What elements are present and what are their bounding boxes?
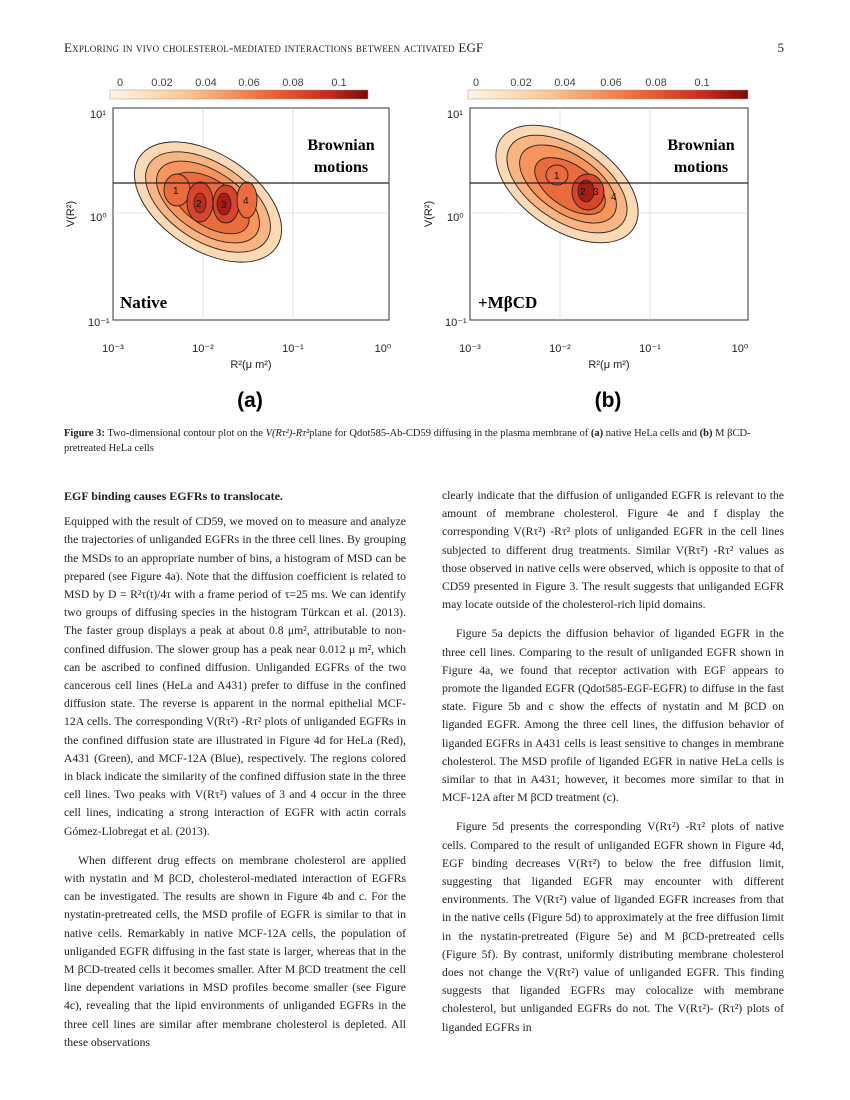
panel-b-letter: (b) xyxy=(594,389,622,412)
paragraph: Equipped with the result of CD59, we moved on to measure and analyze the trajectories of unliganded EGFRs in the three cell lines. By grouping the MSDs to an appropriate number of bins, a histogram of MSD can be prepared (see Figure 4a). Note that the diffusion coefficient is related to MSD by D = R²τ(t)/4τ with a frame period of τ=25 ms. We can identify two groups of diffusing species in the histogram Türkcan et al. (2013). The faster group displays a peak at about 0.8 μm², attributable to non-confined diffusion. The slower group has a peak near 0.012 μ m², which can be ascribed to confined diffusion. Unliganded EGFRs of the two cancerous cell lines (HeLa and A431) prefer to diffuse in the confined diffusion state. The reverse is apparent in the normal epithelial MCF-12A cells. The corresponding V(Rτ²) -Rτ² plots of unliganded EGFRs in the confined diffusion state are illustrated in Figure 4d for HeLa (Red), A431 (Green), and MCF-12A (Blue), respectively. The regions colored in black indicate the similarity of the confined diffusion state in the three cell lines. Two peaks with V(Rτ²) values of 3 and 4 occur in the three cell lines, indicating a strong interaction of EGFR with actin corrals Gómez-Llobregat et al. (2013). xyxy=(64,515,406,838)
caption-text: Two-dimensional contour plot on the xyxy=(104,428,266,439)
figure-caption xyxy=(64,426,784,456)
panel-a xyxy=(65,77,392,412)
cbar-tick: 0 xyxy=(116,77,124,89)
cbar-tick: 0.04 xyxy=(195,77,217,89)
cbar-tick: 0.06 xyxy=(238,77,260,89)
peak-label: 2 xyxy=(580,187,586,198)
x-axis-label: R²(μ m²) xyxy=(230,359,272,371)
x-tick: 10⁰ xyxy=(374,343,392,355)
left-column xyxy=(64,487,406,1063)
contour-figure xyxy=(60,72,790,452)
x-axis-label: R²(μ m²) xyxy=(588,359,630,371)
caption-text: M βCD-pretreated HeLa cells xyxy=(64,428,751,454)
caption-text: native HeLa cells and xyxy=(603,428,700,439)
figure-3 xyxy=(60,72,790,452)
cbar-tick: 0 xyxy=(472,77,480,89)
y-tick: 10⁻¹ xyxy=(445,317,467,329)
caption-text: plane for Qdot585-Ab-CD59 diffusing in the plasma membrane of xyxy=(309,428,591,439)
cbar-tick: 0.06 xyxy=(600,77,622,89)
x-tick: 10⁻¹ xyxy=(639,343,661,355)
running-title: Exploring in vivo cholesterol-mediated interactions between activated EGF xyxy=(64,40,484,55)
y-axis-label: V(R²) xyxy=(65,200,77,228)
brownian-label-1: Brownian xyxy=(667,137,735,154)
cbar-tick: 0.08 xyxy=(645,77,667,89)
x-tick: 10⁻¹ xyxy=(282,343,304,355)
peak-label: 1 xyxy=(554,171,560,182)
y-tick: 10⁰ xyxy=(447,212,464,224)
paragraph: When different drug effects on membrane cholesterol are applied with nystatin and M βCD, cholesterol-mediated interaction of EGFRs can be investigated. The results are shown in Figure 4b and c. For the nystatin-pretreated cells, the MSD profile of EGFR is similar to that in native cells. Remarkably in native MCF-12A cells, the population of unliganded EGFR diffusing in the fast state is larger, whereas that in the M βCD-treated cells it becomes smaller. After M βCD treatment the cell line dependent variations in MSD profiles become smaller (see Figure 4c), revealing that the lipid environments of unliganded EGFRs in the three cell lines are similar after membrane cholesterol is depleted. All these observations xyxy=(64,853,406,1049)
x-tick: 10⁻² xyxy=(192,343,214,355)
x-tick: 10⁻³ xyxy=(459,343,481,355)
panel-a-letter: (a) xyxy=(237,389,263,412)
cbar-tick: 0.04 xyxy=(554,77,576,89)
right-column xyxy=(442,487,784,1048)
caption-b: (b) xyxy=(699,428,713,439)
colorbar-a xyxy=(110,90,368,99)
page-number: 5 xyxy=(777,40,784,55)
cbar-tick: 0.1 xyxy=(331,77,347,89)
x-tick: 10⁻³ xyxy=(102,343,124,355)
running-header xyxy=(64,40,784,60)
brownian-label-2: motions xyxy=(673,159,729,176)
brownian-label-1: Brownian xyxy=(307,137,375,154)
panel-b xyxy=(423,77,749,412)
caption-label: Figure 3: xyxy=(64,428,105,439)
x-tick: 10⁰ xyxy=(731,343,749,355)
brownian-label-2: motions xyxy=(313,159,369,176)
cbar-tick: 0.1 xyxy=(694,77,710,89)
x-tick: 10⁻² xyxy=(549,343,571,355)
cbar-tick: 0.08 xyxy=(282,77,304,89)
cbar-tick: 0.02 xyxy=(151,77,173,89)
y-tick: 10⁻¹ xyxy=(88,317,110,329)
section-heading: EGF binding causes EGFRs to translocate. xyxy=(64,489,283,503)
peak-label: 4 xyxy=(243,196,249,207)
panel-b-condition: +MβCD xyxy=(478,293,538,312)
peak-label: 2 xyxy=(196,199,202,210)
cbar-tick: 0.02 xyxy=(510,77,532,89)
y-tick: 10⁰ xyxy=(90,212,107,224)
paragraph: Figure 5a depicts the diffusion behavior of liganded EGFR in the three cell lines. Comparing to the result of unliganded EGFR shown in Figure 4a, we found that receptor activation with EGF appears to promote the liganded EGFR (Qdot585-EGF-EGFR) to diffuse in the fast state. Figure 5b and c show the effects of nystatin and M βCD on liganded EGFR. Among the three cell lines, the diffusion behavior of liganded EGFRs in A431 cells is least sensitive to changes in membrane cholesterol. The MSD profile of liganded EGFR in native HeLa cells is similar to that in A431; however, it becomes more similar to that in MCF-12A after M βCD treatment (c). xyxy=(442,627,784,805)
peak-label: 1 xyxy=(173,186,179,197)
peak-label: 3 xyxy=(593,187,599,198)
colorbar-b xyxy=(468,90,748,99)
y-tick: 10¹ xyxy=(90,109,106,121)
panel-a-condition: Native xyxy=(120,293,168,312)
paragraph: Figure 5d presents the corresponding V(Rτ²) -Rτ² plots of native cells. Compared to the result of unliganded EGFR shown in Figure 4d, EGF binding decreases V(Rτ²) to below the free diffusion limit, suggesting that liganded EGFR may encounter with different environments. The V(Rτ²) value of liganded EGFR increases from that in the native cells (Figure 5d) to approximately at the free diffusion limit in the nystatin-pretreated (Figure 5e) and M βCD-pretreated cells (Figure 5f). By contrast, uniformly distributing membrane cholesterol does not change the V(Rτ²) value of unliganded EGFR. This finding suggests that liganded EGFRs may colocalize with membrane cholesterol, but unliganded EGFRs do not. The V(Rτ²)- (Rτ²) plots of liganded EGFRs in xyxy=(442,820,784,1034)
peak-label: 4 xyxy=(611,192,617,203)
peak-label: 3 xyxy=(221,200,227,211)
paragraph: clearly indicate that the diffusion of unliganded EGFR is relevant to the amount of membrane cholesterol. Figure 4e and f display the corresponding V(Rτ²) -Rτ² plots of unliganded EGFR in the cell lines subjected to different drug treatments. Similar V(Rτ²) -Rτ² values as those observed in native cells were observed, which is opposite to that of CD59 presented in Figure 3. The result suggests that unliganded EGFR may locate outside of the cholesterol-rich lipid domains. xyxy=(442,489,784,612)
y-axis-label: V(R²) xyxy=(423,200,435,228)
caption-math: V(Rτ²)-Rτ² xyxy=(265,428,310,439)
caption-a: (a) xyxy=(590,428,604,439)
y-tick: 10¹ xyxy=(447,109,463,121)
